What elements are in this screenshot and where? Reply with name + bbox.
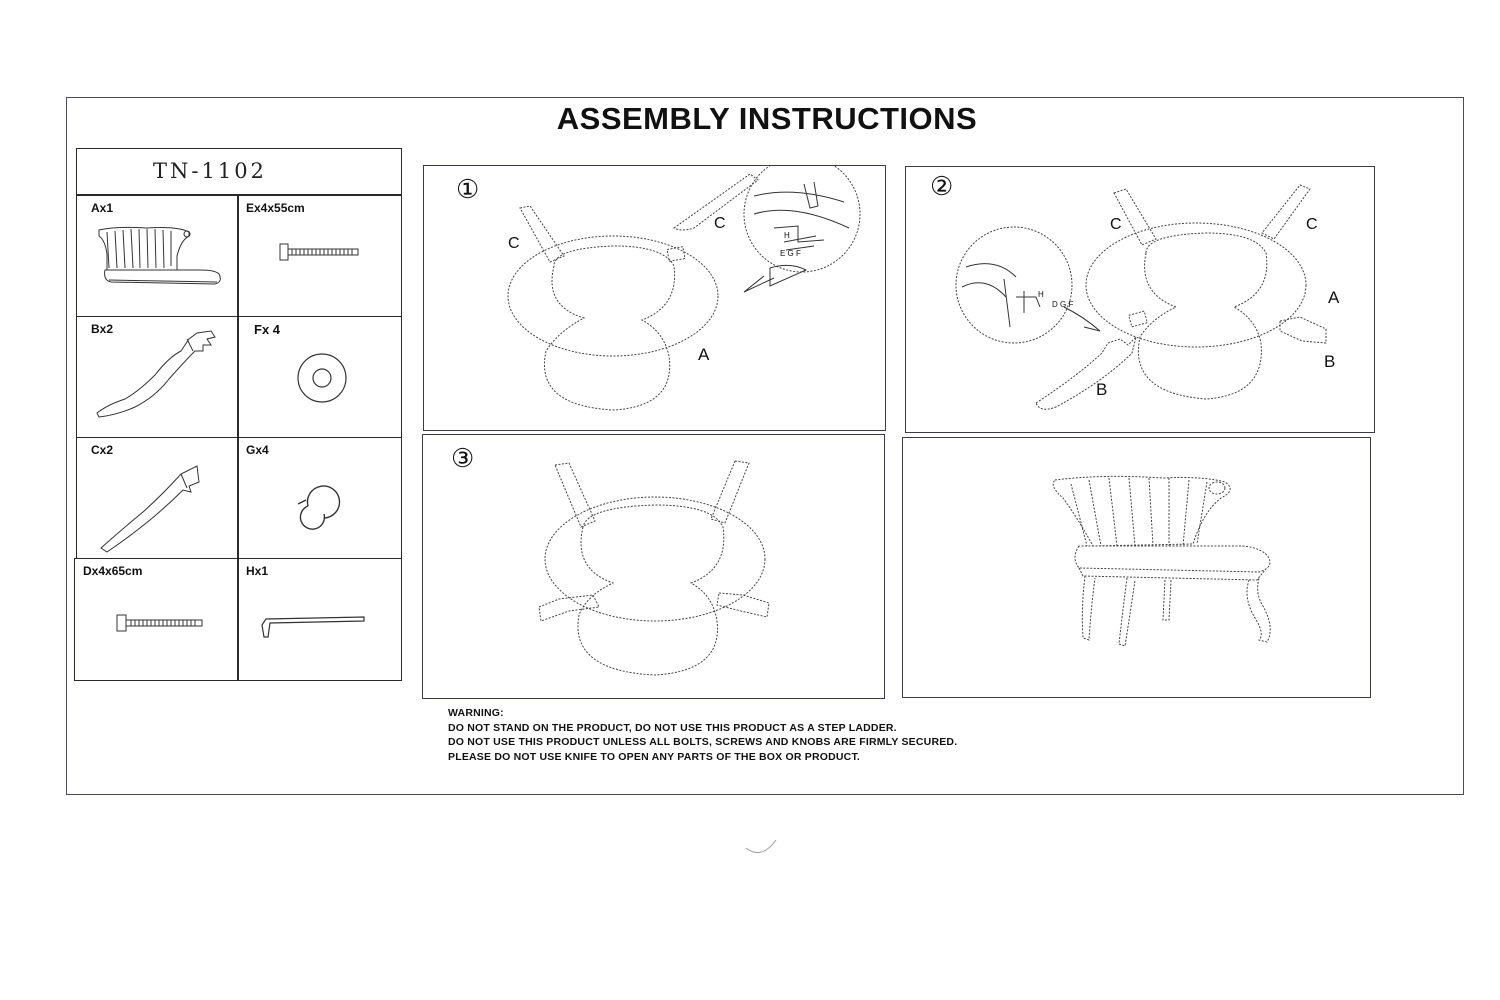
page-title: ASSEMBLY INSTRUCTIONS <box>556 101 978 136</box>
model-number: TN-1102 <box>76 148 402 195</box>
chair-seat-icon <box>77 196 240 318</box>
part-cell-a <box>76 195 239 317</box>
part-label-c: C <box>1306 216 1318 233</box>
detail-label: E G F <box>780 249 801 258</box>
part-label-c: C <box>508 235 520 252</box>
part-label-b: B <box>1096 380 1108 399</box>
stray-mark <box>742 834 782 858</box>
part-cell-g <box>237 437 402 559</box>
warning-line: DO NOT USE THIS PRODUCT UNLESS ALL BOLTS, SCREWS AND KNOBS ARE FIRMLY SECURED. <box>448 736 958 748</box>
part-label: Cx2 <box>91 443 114 457</box>
part-cell-b <box>76 316 239 438</box>
step-4-panel <box>902 437 1371 698</box>
front-leg-icon <box>77 317 240 439</box>
spring-washer-icon <box>238 438 403 560</box>
part-label-b: B <box>1324 352 1336 371</box>
part-cell-c <box>76 437 239 559</box>
parts-list <box>74 148 402 681</box>
part-label: Ex4x55cm <box>246 201 305 215</box>
detail-label: H <box>784 231 790 240</box>
part-label: Gx4 <box>246 443 269 457</box>
finished-chair-diagram <box>903 438 1372 699</box>
step-1-panel <box>423 165 886 431</box>
warning-heading: WARNING: <box>448 707 504 719</box>
part-cell-e <box>237 195 402 317</box>
step-3-diagram <box>423 435 886 700</box>
detail-label: D G F <box>1052 300 1074 309</box>
step-number: ③ <box>451 443 475 473</box>
part-label: Ax1 <box>91 201 114 215</box>
warning-line: PLEASE DO NOT USE KNIFE TO OPEN ANY PARTS OF THE BOX OR PRODUCT. <box>448 750 861 763</box>
part-cell-f <box>237 316 402 438</box>
part-cell-d <box>74 558 239 681</box>
part-label: Hx1 <box>246 564 269 578</box>
part-label-a: A <box>698 345 710 364</box>
warning-block <box>448 706 957 764</box>
allen-key-icon <box>238 559 403 682</box>
long-bolt-icon <box>75 559 240 682</box>
flat-washer-icon <box>238 317 403 439</box>
warning-line: DO NOT STAND ON THE PRODUCT, DO NOT USE THIS PRODUCT AS A STEP LADDER. <box>448 721 897 734</box>
part-label: Bx2 <box>91 322 114 336</box>
bolt-icon <box>238 196 403 318</box>
part-label: Fx 4 <box>254 322 281 337</box>
part-label: Dx4x65cm <box>83 564 143 578</box>
step-number: ② <box>930 171 954 201</box>
step-3-panel <box>422 434 885 699</box>
part-label-a: A <box>1328 288 1340 307</box>
part-label-c: C <box>714 215 726 232</box>
step-2-diagram <box>906 167 1376 434</box>
part-label-c: C <box>1110 216 1122 233</box>
step-1-diagram <box>424 166 887 432</box>
detail-label: H <box>1038 290 1044 299</box>
back-leg-icon <box>77 438 240 560</box>
step-number: ① <box>456 174 480 204</box>
part-cell-h <box>237 558 402 681</box>
step-2-panel <box>905 166 1375 433</box>
